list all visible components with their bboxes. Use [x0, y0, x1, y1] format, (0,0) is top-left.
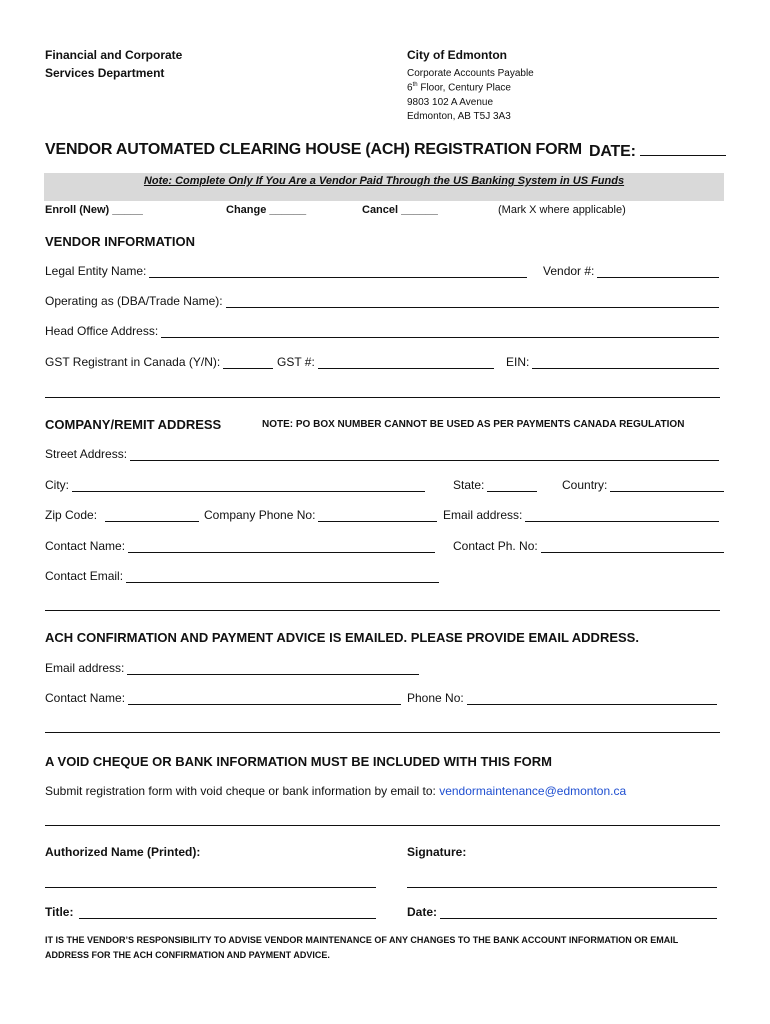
- street-address-field[interactable]: Street Address:: [45, 447, 719, 461]
- remit-email-field[interactable]: Email address:: [443, 508, 719, 522]
- department-line-2: Services Department: [45, 66, 165, 80]
- note-banner: [44, 173, 724, 201]
- vendor-info-heading: VENDOR INFORMATION: [45, 234, 195, 249]
- department-line-1: Financial and Corporate: [45, 48, 183, 62]
- enroll-option[interactable]: Enroll (New) _____: [45, 204, 143, 216]
- vendor-number-field[interactable]: Vendor #:: [543, 264, 719, 278]
- vendor-maintenance-email-link[interactable]: vendormaintenance@edmonton.ca: [439, 784, 627, 798]
- divider: [45, 825, 720, 826]
- signature-line[interactable]: [407, 875, 717, 888]
- signature-label: Signature:: [407, 845, 467, 859]
- gst-number-field[interactable]: GST #:: [277, 355, 494, 369]
- cancel-option[interactable]: Cancel ______: [362, 204, 438, 216]
- remit-address-heading: COMPANY/REMIT ADDRESS: [45, 417, 222, 432]
- change-option[interactable]: Change ______: [226, 204, 307, 216]
- state-field[interactable]: State:: [453, 478, 537, 492]
- note-text: Note: Complete Only If You Are a Vendor Paid Through the US Banking System in US Funds: [143, 175, 625, 187]
- contact-phone-field[interactable]: Contact Ph. No:: [453, 539, 724, 553]
- address-line-4: Edmonton, AB T5J 3A3: [407, 111, 511, 122]
- po-box-note: NOTE: PO BOX NUMBER CANNOT BE USED AS PER PAYMENTS CANADA REGULATION: [262, 419, 685, 430]
- ach-email-field[interactable]: Email address:: [45, 661, 419, 675]
- form-title: VENDOR AUTOMATED CLEARING HOUSE (ACH) REGISTRATION FORM: [45, 141, 582, 158]
- date-field[interactable]: DATE:: [589, 141, 726, 161]
- divider: [45, 610, 720, 611]
- legal-entity-field[interactable]: Legal Entity Name:: [45, 264, 527, 278]
- contact-name-field[interactable]: Contact Name:: [45, 539, 435, 553]
- gst-registrant-field[interactable]: GST Registrant in Canada (Y/N):: [45, 355, 273, 369]
- ach-contact-name-field[interactable]: Contact Name:: [45, 691, 401, 705]
- authorized-name-label: Authorized Name (Printed):: [45, 845, 201, 859]
- contact-email-field[interactable]: Contact Email:: [45, 569, 439, 583]
- submit-instruction: Submit registration form with void cheque or bank information by email to: vendormaintenance@edmonton.ca: [45, 784, 627, 798]
- divider: [45, 732, 720, 733]
- address-line-2: 6th Floor, Century Place: [407, 82, 511, 94]
- footer-line-2: ADDRESS FOR THE ACH CONFIRMATION AND PAYMENT ADVICE.: [45, 950, 330, 960]
- ach-phone-field[interactable]: Phone No:: [407, 691, 717, 705]
- title-field[interactable]: Title:: [45, 905, 376, 919]
- ach-heading: ACH CONFIRMATION AND PAYMENT ADVICE IS EMAILED. PLEASE PROVIDE EMAIL ADDRESS.: [45, 630, 639, 645]
- address-line-3: 9803 102 A Avenue: [407, 97, 494, 108]
- city-field[interactable]: City:: [45, 478, 425, 492]
- date-signed-field[interactable]: Date:: [407, 905, 717, 919]
- zip-code-field[interactable]: Zip Code:: [45, 508, 199, 522]
- city-name: City of Edmonton: [407, 48, 507, 62]
- operating-as-field[interactable]: Operating as (DBA/Trade Name):: [45, 294, 719, 308]
- company-phone-field[interactable]: Company Phone No:: [204, 508, 437, 522]
- address-line-1: Corporate Accounts Payable: [407, 68, 534, 79]
- ein-field[interactable]: EIN:: [506, 355, 719, 369]
- footer-line-1: IT IS THE VENDOR’S RESPONSIBILITY TO ADVISE VENDOR MAINTENANCE OF ANY CHANGES TO THE BANK ACCOUNT INFORMATION OR EMAIL: [45, 935, 679, 945]
- head-office-field[interactable]: Head Office Address:: [45, 324, 719, 338]
- mark-instruction: (Mark X where applicable): [498, 204, 626, 216]
- country-field[interactable]: Country:: [562, 478, 724, 492]
- authorized-name-line[interactable]: [45, 875, 376, 888]
- divider: [45, 397, 720, 398]
- void-cheque-heading: A VOID CHEQUE OR BANK INFORMATION MUST BE INCLUDED WITH THIS FORM: [45, 754, 552, 769]
